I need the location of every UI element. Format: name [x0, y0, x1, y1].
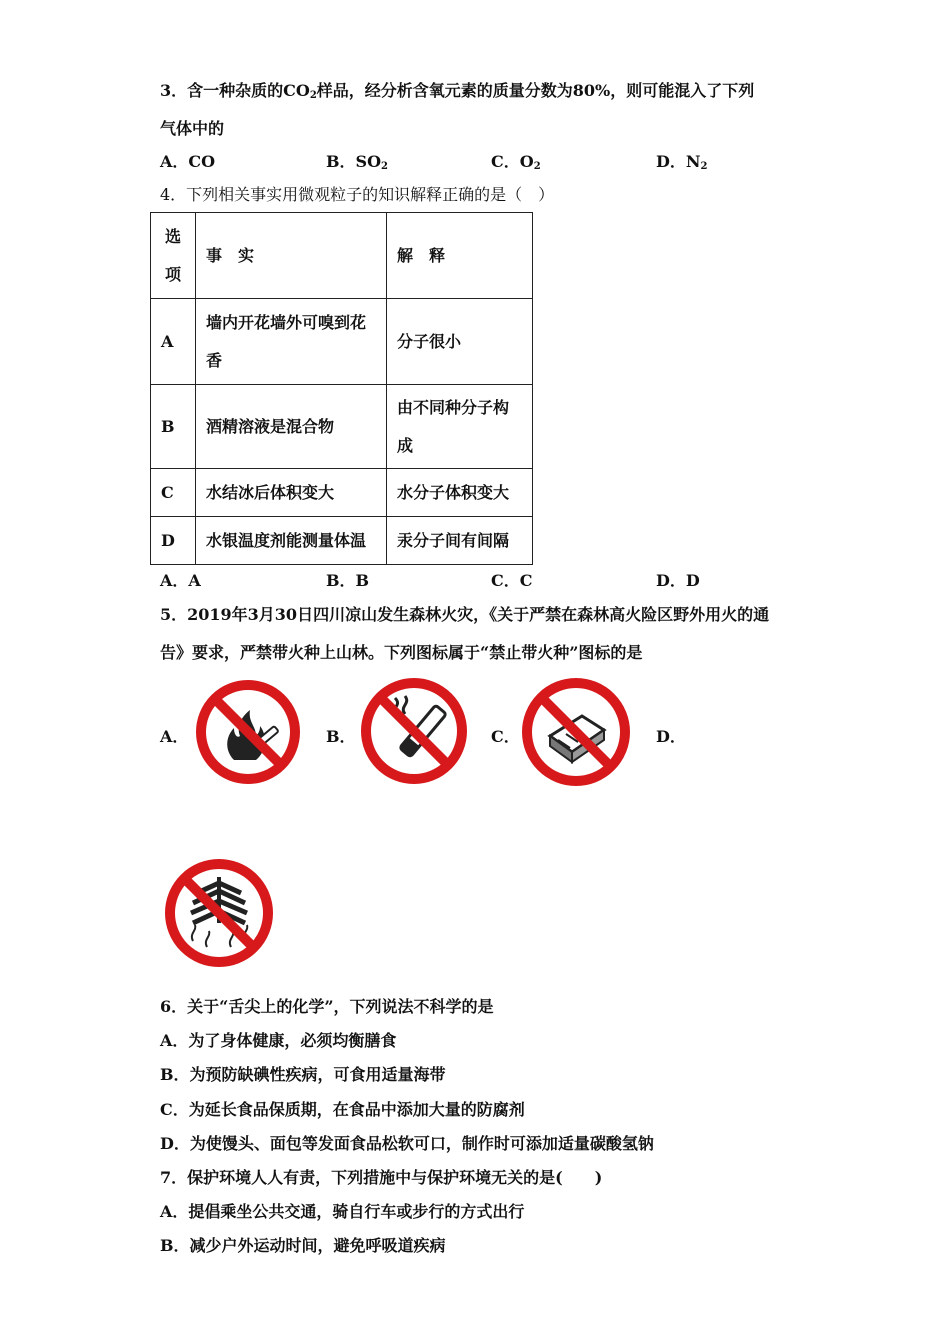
- table-header-row: [151, 213, 533, 299]
- table-row: [151, 517, 533, 565]
- no-smoking-icon[interactable]: [359, 676, 469, 786]
- table-row: [151, 299, 533, 385]
- q6-stem: 6．关于“舌尖上的化学”，下列说法不科学的是: [160, 997, 494, 1016]
- no-matches-icon[interactable]: [520, 676, 632, 788]
- q7-stem: 7．保护环境人人有责，下列措施中与保护环境无关的是( ): [160, 1168, 603, 1187]
- q3-option-b[interactable]: B．$SO_2$: [326, 152, 388, 172]
- q4-option-b[interactable]: B．B: [326, 571, 370, 590]
- q3-stem: 3．含一种杂质的$CO_2$样品，经分析含氧元素的质量分数为80%，则可能混入了下列: [160, 81, 755, 101]
- row-fact: 水银温度剂能测量体温: [196, 517, 387, 565]
- row-option: D: [151, 517, 196, 565]
- q5-option-b[interactable]: B．: [326, 727, 356, 746]
- q3-stem-line2: 气体中的: [160, 119, 225, 138]
- q3-option-d[interactable]: D．$N_2$: [656, 152, 708, 172]
- no-fire-materials-icon[interactable]: [163, 857, 275, 969]
- row-option: C: [151, 469, 196, 517]
- row-option: A: [151, 299, 196, 385]
- q4-option-c[interactable]: C．C: [491, 571, 533, 590]
- q5-stem: 5．2019年3月30日四川凉山发生森林火灾，《关于严禁在森林高火险区野外用火的通: [160, 605, 770, 624]
- no-open-flame-icon[interactable]: [194, 678, 302, 786]
- q5-option-c[interactable]: C．: [491, 727, 520, 746]
- table-row: [151, 469, 533, 517]
- q6-option-c[interactable]: C．为延长食品保质期，在食品中添加大量的防腐剂: [160, 1100, 525, 1119]
- row-fact: 墙内开花墙外可嗅到花香: [196, 299, 387, 385]
- row-explanation: 汞分子间有间隔: [387, 517, 533, 565]
- q3-option-a[interactable]: A．CO: [160, 152, 216, 171]
- q4-table: [150, 212, 533, 565]
- q6-option-a[interactable]: A．为了身体健康，必须均衡膳食: [160, 1031, 397, 1050]
- row-fact: 水结冰后体积变大: [196, 469, 387, 517]
- row-explanation: 分子很小: [387, 299, 533, 385]
- header-option: 选项: [151, 213, 196, 299]
- q5-option-a[interactable]: A．: [160, 727, 189, 746]
- q7-option-b[interactable]: B．减少户外运动时间，避免呼吸道疾病: [160, 1236, 446, 1255]
- header-fact: 事 实: [196, 213, 387, 299]
- row-fact: 酒精溶液是混合物: [196, 385, 387, 469]
- q3-option-c[interactable]: C．$O_2$: [491, 152, 541, 172]
- q5-option-d[interactable]: D．: [656, 727, 686, 746]
- row-explanation: 水分子体积变大: [387, 469, 533, 517]
- row-explanation: 由不同种分子构成: [387, 385, 533, 469]
- q5-stem-line2: 告》要求，严禁带火种上山林。下列图标属于“禁止带火种”图标的是: [160, 643, 643, 662]
- header-explanation: 解 释: [387, 213, 533, 299]
- table-row: [151, 385, 533, 469]
- q6-option-d[interactable]: D．为使馒头、面包等发面食品松软可口，制作时可添加适量碳酸氢钠: [160, 1134, 654, 1153]
- row-option: B: [151, 385, 196, 469]
- q6-option-b[interactable]: B．为预防缺碘性疾病，可食用适量海带: [160, 1065, 446, 1084]
- q4-option-a[interactable]: A．A: [160, 571, 201, 590]
- q4-option-d[interactable]: D．D: [656, 571, 700, 590]
- q7-option-a[interactable]: A．提倡乘坐公共交通，骑自行车或步行的方式出行: [160, 1202, 525, 1221]
- q4-stem: 4．下列相关事实用微观粒子的知识解释正确的是（ ）: [160, 185, 555, 204]
